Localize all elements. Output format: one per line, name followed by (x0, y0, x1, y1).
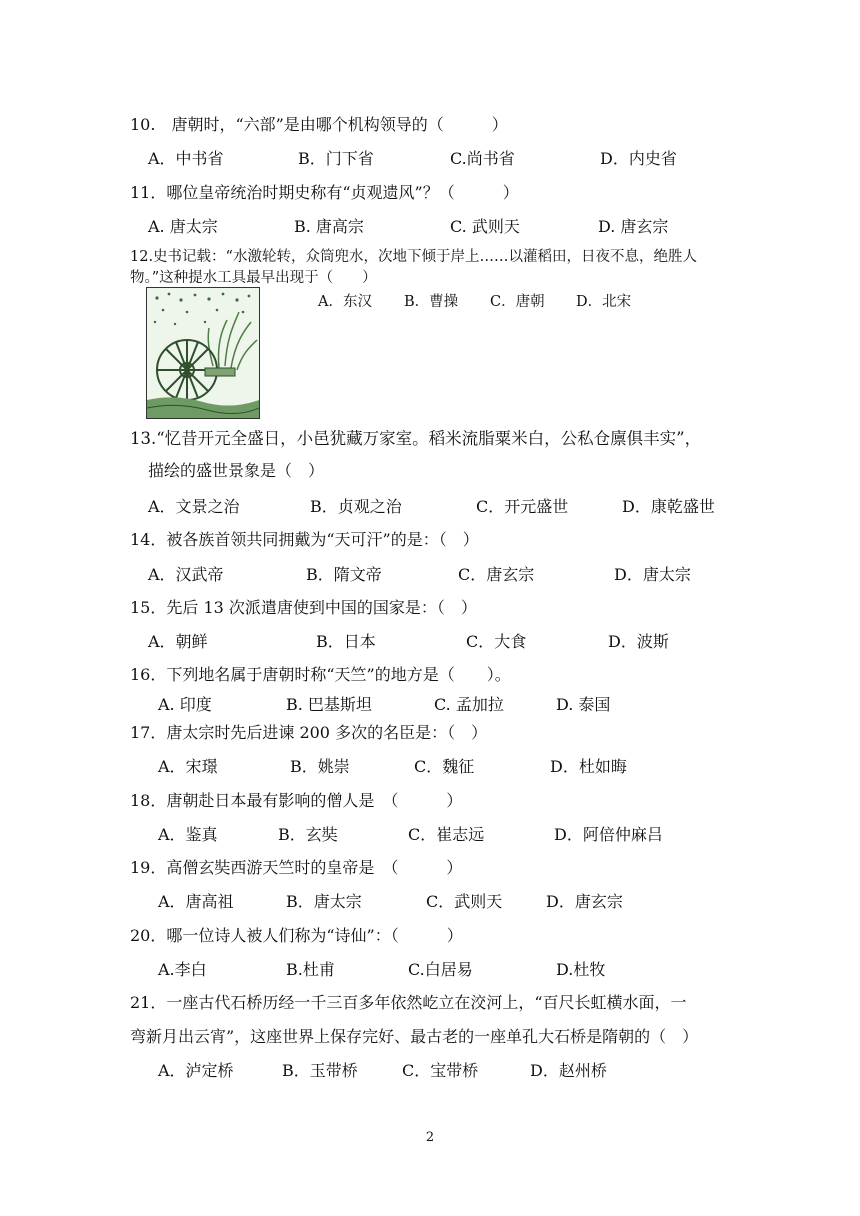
question-16-option-c[interactable]: C. 孟加拉 (434, 695, 504, 714)
question-19-option-b[interactable]: B．唐太宗 (286, 892, 362, 911)
question-16-option-d[interactable]: D. 泰国 (556, 695, 611, 714)
question-19-option-a[interactable]: A．唐高祖 (158, 892, 234, 911)
question-12-option-c[interactable]: C．唐朝 (490, 294, 545, 310)
question-15-stem: 15．先后 13 次派遣唐使到中国的国家是：（ ） (130, 598, 477, 617)
question-11-option-d[interactable]: D. 唐玄宗 (598, 217, 669, 236)
question-15-option-d[interactable]: D．波斯 (608, 632, 669, 651)
question-15-option-c[interactable]: C．大食 (466, 632, 527, 651)
question-17-stem: 17．唐太宗时先后进谏 200 多次的名臣是：（ ） (130, 723, 488, 742)
question-18-option-c[interactable]: C．崔志远 (408, 825, 485, 844)
question-20-option-a[interactable]: A.李白 (158, 960, 207, 979)
question-13-option-d[interactable]: D．康乾盛世 (622, 497, 715, 516)
question-17-option-b[interactable]: B．姚崇 (290, 757, 350, 776)
question-10-stem: 10. 唐朝时，“六部”是由哪个机构领导的（ ） (130, 115, 508, 134)
question-12-stem-line1: 12.史书记载：“水激轮转，众筒兜水，次地下倾于岸上……以灌稻田，日夜不息，绝胜人 (130, 249, 697, 265)
question-15-option-a[interactable]: A．朝鲜 (148, 632, 208, 651)
question-17-option-c[interactable]: C．魏征 (414, 757, 475, 776)
question-13-option-b[interactable]: B．贞观之治 (310, 497, 402, 516)
question-12-stem-line2: 物。”这种提水工具最早出现于（ ） (130, 270, 377, 286)
question-19-option-c[interactable]: C．武则天 (426, 892, 503, 911)
question-18-option-b[interactable]: B．玄奘 (278, 825, 338, 844)
page-number: 2 (425, 1130, 435, 1145)
question-13-stem-line1: 13.“忆昔开元全盛日，小邑犹藏万家室。稻米流脂粟米白，公私仓廪俱丰实”， (130, 429, 702, 448)
question-21-stem-line2: 弯新月出云宵”，这座世界上保存完好、最古老的一座单孔大石桥是隋朝的（ ） (130, 1027, 699, 1046)
question-19-stem: 19．高僧玄奘西游天竺时的皇帝是 （ ） (130, 858, 463, 877)
question-11-option-b[interactable]: B. 唐高宗 (294, 217, 364, 236)
question-18-stem: 18．唐朝赴日本最有影响的僧人是 （ ） (130, 791, 463, 810)
question-13-option-a[interactable]: A．文景之治 (148, 497, 240, 516)
question-12-option-b[interactable]: B．曹操 (404, 294, 459, 310)
question-20-option-c[interactable]: C.白居易 (408, 960, 473, 979)
question-21-option-c[interactable]: C．宝带桥 (402, 1061, 479, 1080)
question-16-option-b[interactable]: B. 巴基斯坦 (286, 695, 372, 714)
question-12-option-a[interactable]: A．东汉 (318, 294, 372, 310)
question-21-stem-line1: 21．一座古代石桥历经一千三百多年依然屹立在洨河上，“百尺长虹横水面，一 (130, 993, 687, 1012)
question-14-option-c[interactable]: C．唐玄宗 (458, 565, 535, 584)
question-11-option-c[interactable]: C. 武则天 (450, 217, 520, 236)
question-15-option-b[interactable]: B．日本 (316, 632, 376, 651)
question-10-option-d[interactable]: D．内史省 (600, 149, 677, 168)
question-18-option-a[interactable]: A．鉴真 (158, 825, 218, 844)
question-14-stem: 14．被各族首领共同拥戴为“天可汗”的是：（ ） (130, 530, 479, 549)
question-11-stem: 11．哪位皇帝统治时期史称有“贞观遗风”？（ ） (130, 183, 519, 202)
question-21-option-a[interactable]: A．泸定桥 (158, 1061, 234, 1080)
question-14-option-d[interactable]: D．唐太宗 (614, 565, 691, 584)
question-20-option-d[interactable]: D.杜牧 (556, 960, 606, 979)
question-10-option-c[interactable]: C.尚书省 (450, 149, 515, 168)
question-10-option-b[interactable]: B．门下省 (298, 149, 374, 168)
question-21-option-d[interactable]: D．赵州桥 (530, 1061, 607, 1080)
question-13-option-c[interactable]: C．开元盛世 (476, 497, 569, 516)
question-20-stem: 20．哪一位诗人被人们称为“诗仙”：（ ） (130, 926, 463, 945)
question-14-option-b[interactable]: B．隋文帝 (306, 565, 382, 584)
question-12-option-d[interactable]: D．北宋 (576, 294, 632, 310)
question-16-option-a[interactable]: A. 印度 (158, 695, 212, 714)
question-21-option-b[interactable]: B．玉带桥 (282, 1061, 358, 1080)
question-17-option-a[interactable]: A．宋璟 (158, 757, 218, 776)
question-11-option-a[interactable]: A. 唐太宗 (148, 217, 218, 236)
question-10-option-a[interactable]: A．中书省 (148, 149, 224, 168)
question-14-option-a[interactable]: A．汉武帝 (148, 565, 224, 584)
question-17-option-d[interactable]: D．杜如晦 (550, 757, 627, 776)
waterwheel-illustration-icon (146, 287, 260, 419)
question-18-option-d[interactable]: D．阿倍仲麻吕 (554, 825, 663, 844)
question-16-stem: 16．下列地名属于唐朝时称“天竺”的地方是（ ）。 (130, 665, 511, 684)
question-13-stem-line2: 描绘的盛世景象是（ ） (148, 461, 325, 480)
question-20-option-b[interactable]: B.杜甫 (286, 960, 335, 979)
question-19-option-d[interactable]: D．唐玄宗 (546, 892, 623, 911)
